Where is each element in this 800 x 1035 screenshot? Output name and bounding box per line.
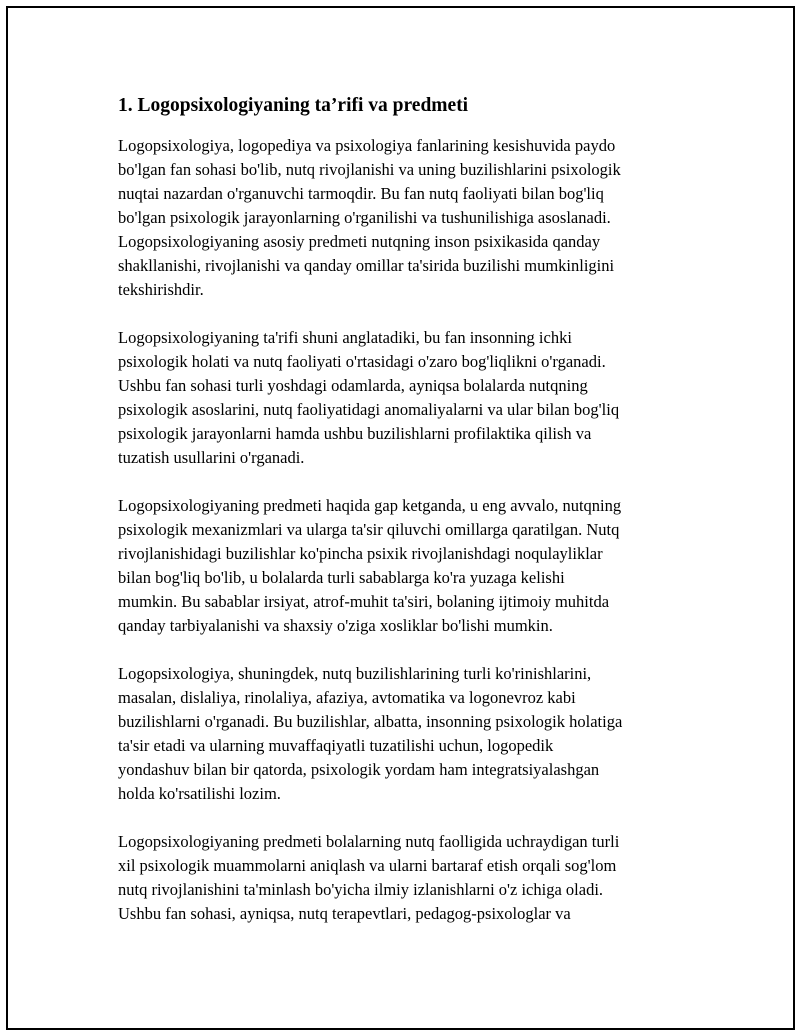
text-line: buzilishlarni o'rganadi. Bu buzilishlar, albatta, insonning psixologik holatiga [118, 712, 623, 731]
paragraph-2 [118, 326, 688, 470]
paragraph-1 [118, 134, 688, 302]
text-line: shakllanishi, rivojlanishi va qanday omillar ta'sirida buzilishi mumkinligini [118, 256, 615, 275]
text-line: rivojlanishidagi buzilishlar ko'pincha psixik rivojlanishdagi noqulayliklar [118, 544, 603, 563]
text-line: nuqtai nazardan o'rganuvchi tarmoqdir. Bu fan nutq faoliyati bilan bog'liq [118, 184, 604, 203]
text-line: tuzatish usullarini o'rganadi. [118, 448, 305, 467]
text-line: bilan bog'liq bo'lib, u bolalarda turli sabablarga ko'ra yuzaga kelishi [118, 568, 565, 587]
text-line: mumkin. Bu sabablar irsiyat, atrof-muhit ta'siri, bolaning ijtimoiy muhitda [118, 592, 610, 611]
text-line: bo'lgan fan sohasi bo'lib, nutq rivojlanishi va uning buzilishlarini psixologik [118, 160, 621, 179]
text-line: Logopsixologiya, logopediya va psixologiya fanlarining kesishuvida paydo [118, 136, 616, 155]
text-line: xil psixologik muammolarni aniqlash va ularni bartaraf etish orqali sog'lom [118, 856, 617, 875]
text-line: yondashuv bilan bir qatorda, psixologik yordam ham integratsiyalashgan [118, 760, 600, 779]
paragraph-3 [118, 494, 688, 638]
text-line: Logopsixologiyaning ta'rifi shuni anglatadiki, bu fan insonning ichki [118, 328, 572, 347]
paragraph-5 [118, 830, 688, 926]
text-line: psixologik jarayonlarni hamda ushbu buzilishlarni profilaktika qilish va [118, 424, 592, 443]
text-line: masalan, dislaliya, rinolaliya, afaziya, avtomatika va logonevroz kabi [118, 688, 576, 707]
text-line: psixologik holati va nutq faoliyati o'rtasidagi o'zaro bog'liqlikni o'rganadi. [118, 352, 606, 371]
text-line: Logopsixologiyaning predmeti haqida gap ketganda, u eng avvalo, nutqning [118, 496, 622, 515]
text-line: Ushbu fan sohasi turli yoshdagi odamlarda, ayniqsa bolalarda nutqning [118, 376, 588, 395]
text-line: psixologik asoslarini, nutq faoliyatidagi anomaliyalarni va ular bilan bog'liq [118, 400, 620, 419]
section-heading: 1. Logopsixologiyaning ta’rifi va predmeti [118, 95, 469, 116]
text-line: Logopsixologiya, shuningdek, nutq buzilishlarining turli ko'rinishlarini, [118, 664, 592, 683]
text-line: nutq rivojlanishini ta'minlash bo'yicha ilmiy izlanishlarni o'z ichiga oladi. [118, 880, 604, 899]
text-line: Logopsixologiyaning predmeti bolalarning nutq faolligida uchraydigan turli [118, 832, 620, 851]
text-line: ta'sir etadi va ularning muvaffaqiyatli tuzatilishi uchun, logopedik [118, 736, 554, 755]
text-line: tekshirishdir. [118, 280, 204, 299]
document-body [118, 92, 688, 950]
text-line: holda ko'rsatilishi lozim. [118, 784, 281, 803]
paragraph-4 [118, 662, 688, 806]
text-line: qanday tarbiyalanishi va shaxsiy o'ziga xosliklar bo'lishi mumkin. [118, 616, 553, 635]
text-line: psixologik mexanizmlari va ularga ta'sir qiluvchi omillarga qaratilgan. Nutq [118, 520, 620, 539]
text-line: Logopsixologiyaning asosiy predmeti nutqning inson psixikasida qanday [118, 232, 601, 251]
text-line: Ushbu fan sohasi, ayniqsa, nutq terapevtlari, pedagog-psixologlar va [118, 904, 571, 923]
text-line: bo'lgan psixologik jarayonlarning o'rganilishi va tushunilishiga asoslanadi. [118, 208, 611, 227]
